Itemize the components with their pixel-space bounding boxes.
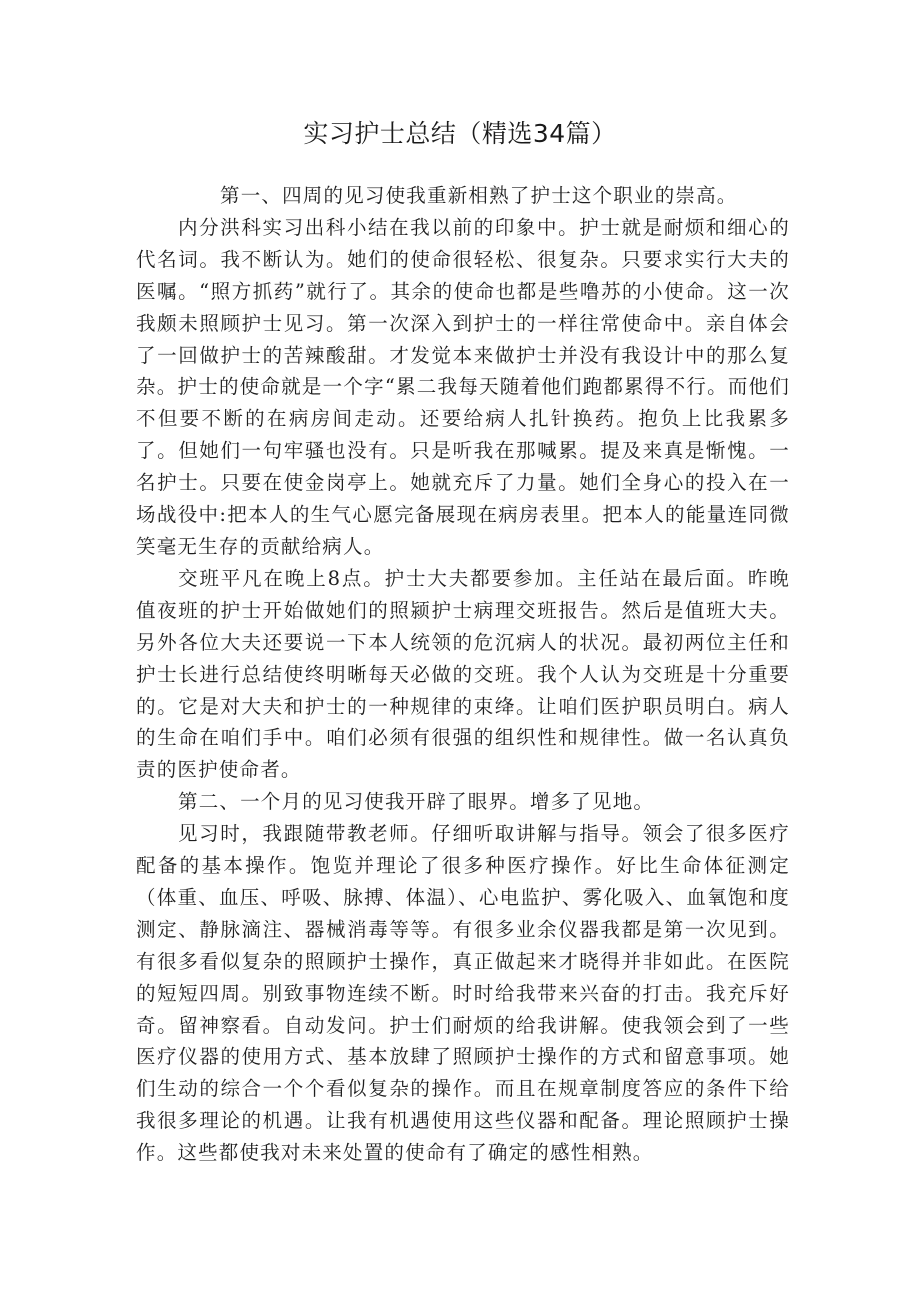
paragraph-5: 见习时，我跟随带教老师。仔细听取讲解与指导。领会了很多医疗配备的基本操作。饱览并理论了很多种医疗操作。好比生命体征测定（体重、血压、呼吸、脉搏、体温）、心电监护、雾化吸入、血氧饱和度测定、静脉滴注、器械消毒等等。有很多业余仪器我都是第一次见到。有很多看似复杂的照顾护士操作，真正做起来才晓得并非如此。在医院的短短四周。别致事物连续不断。时时给我带来兴奋的打击。我充斥好奇。留神察看。自动发问。护士们耐烦的给我讲解。使我领会到了一些医疗仪器的使用方式、基本放肆了照顾护士操作的方式和留意事项。她们生动的综合一个个看似复杂的操作。而且在规章制度答应的条件下给我很多理论的机遇。让我有机遇使用这些仪器和配备。理论照顾护士操作。这些都使我对未来处置的使命有了确定的感性相熟。 [136,822,790,1165]
paragraph-1: 第一、四周的见习使我重新相熟了护士这个职业的崇高。 [220,184,738,207]
paragraph-4: 第二、一个月的见习使我开辟了眼界。增多了见地。 [178,790,655,814]
paragraph-2: 内分洪科实习出科小结在我以前的印象中。护士就是耐烦和细心的代名词。我不断认为。她们的使命很轻松、很复杂。只要求实行大夫的医嘱。“照方抓药”就行了。其余的使命也都是些噜苏的小使命。这一次我颇未照顾护士见习。第一次深入到护士的一样往常使命中。亲自体会了一回做护士的苦辣酸甜。才发觉本来做护士并没有我设计中的那么复杂。护士的使命就是一个字“累二我每天随着他们跑都累得不行。而他们不但要不断的在病房间走动。还要给病人扎针换药。抱负上比我累多了。但她们一句牢骚也没有。只是听我在那喊累。提及来真是惭愧。一名护士。只要在使金岗亭上。她就充斥了力量。她们全身心的投入在一场战役中:把本人的生气心愿完备展现在病房表里。把本人的能量连同微笑毫无生存的贡献给病人。 [136,215,790,558]
document-title: 实习护士总结（精选34篇） [303,119,617,148]
paragraph-3: 交班平凡在晚上8点。护士大夫都要参加。主任站在最后面。昨晚值夜班的护士开始做她们的照颍护士病理交班报告。然后是值班大夫。另外各位大夫还要说一下本人统领的危沉病人的状况。最初两位主任和护士长进行总结使终明晰每天必做的交班。我个人认为交班是十分重要的。它是对大夫和护士的一种规律的束绛。让咱们医护职员明白。病人的生命在咱们手中。咱们必须有很强的组织性和规律性。做一名认真负责的医护使命者。 [136,566,790,782]
document-body [136,180,790,1169]
